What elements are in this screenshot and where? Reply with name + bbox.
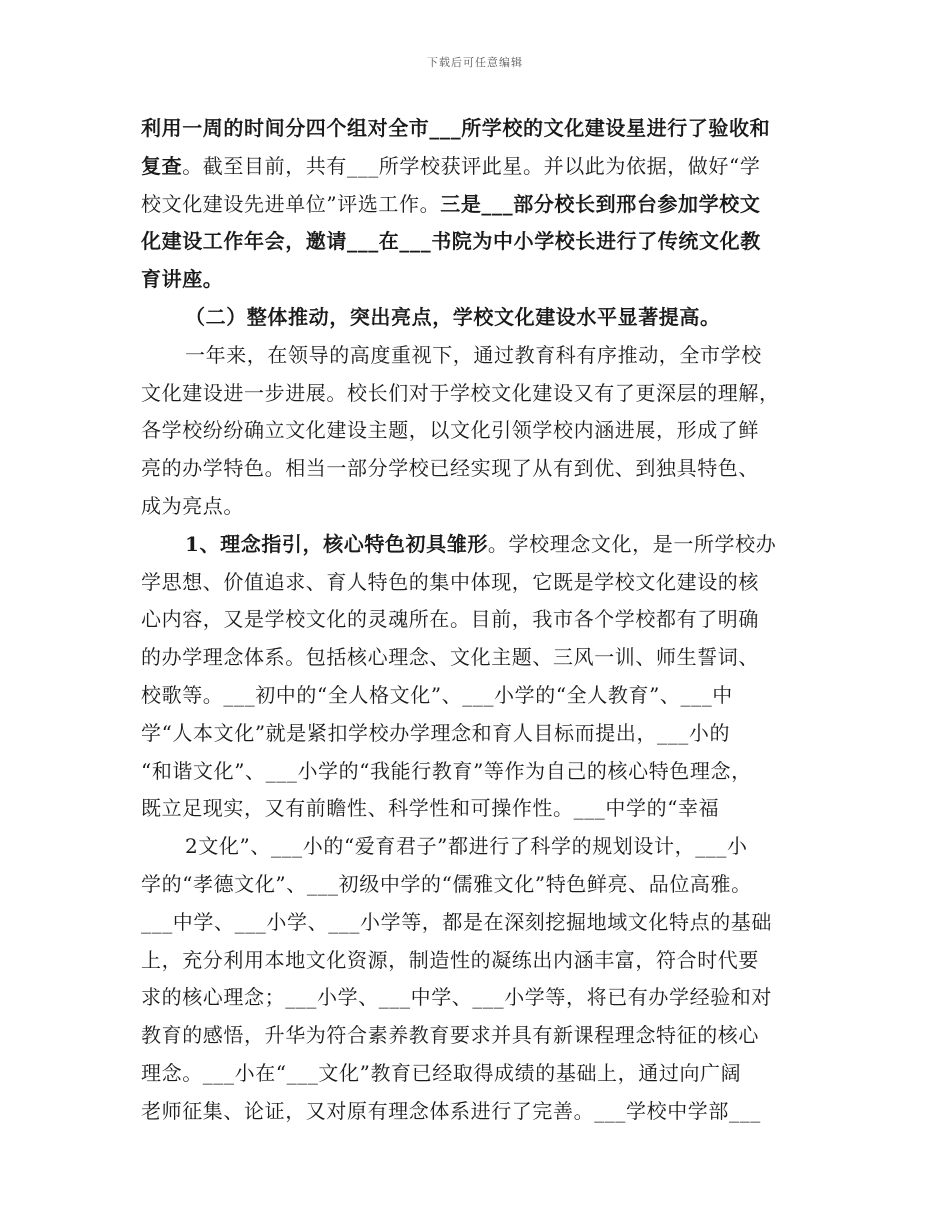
- text-line: [141, 564, 831, 602]
- text-segment: 学“人本文化”就是紧扣学校办学理念和育人目标而提出，___小的: [141, 720, 731, 745]
- page-header: 下载后可任意编辑: [427, 56, 523, 69]
- text-segment: 。截至目前，共有___所学校获评此星。并以此为依据，做好“学: [182, 153, 761, 178]
- text-line: [141, 375, 831, 413]
- text-segment: 2文化”、___小的“爱育君子”都进行了科学的规划设计，___小: [185, 834, 748, 859]
- text-segment: 文化建设进一步进展。校长们对于学校文化建设又有了更深层的理解，: [141, 380, 780, 405]
- text-line: [141, 337, 831, 375]
- text-segment: 上，充分利用本地文化资源，制造性的凝练出内涵丰富，符合时代要: [141, 947, 759, 972]
- text-line: [141, 753, 831, 791]
- bold-text-segment: 1、理念指引，核心特色初具雏形: [185, 531, 488, 556]
- text-segment: 的办学理念体系。包括核心理念、文化主题、三风一训、师生誓词、: [141, 645, 759, 670]
- text-line: [141, 526, 831, 564]
- text-segment: “和谐文化”、___小学的“我能行教育”等作为自己的核心特色理念，: [141, 758, 752, 783]
- text-segment: 亮的办学特色。相当一部分学校已经实现了从有到优、到独具特色、: [141, 456, 759, 481]
- text-line: [141, 601, 831, 639]
- text-segment: 一年来，在领导的高度重视下，通过教育科有序推动，全市学校: [185, 342, 762, 367]
- text-line: [141, 677, 831, 715]
- text-segment: 求的核心理念；___小学、___中学、___小学等，将已有办学经验和对: [141, 985, 772, 1010]
- bold-text-segment: （二）整体推动，突出亮点，学校文化建设水平显著提高。: [185, 304, 721, 329]
- text-segment: 老师征集、论证，又对原有理念体系进行了完善。___学校中学部___: [141, 1098, 761, 1123]
- text-segment: 校文化建设先进单位”评选工作。: [141, 191, 441, 216]
- text-line: [141, 110, 831, 148]
- text-line: [141, 186, 831, 224]
- text-segment: 成为亮点。: [141, 493, 244, 518]
- text-segment: ___中学、___小学、___小学等，都是在深刻挖掘地域文化特点的基础: [141, 909, 772, 934]
- text-line: [141, 299, 831, 337]
- text-line: [141, 828, 831, 866]
- text-segment: 。学校理念文化，是一所学校办: [487, 531, 777, 556]
- text-line: [141, 450, 831, 488]
- text-line: [141, 979, 831, 1017]
- text-line: [141, 148, 831, 186]
- text-line: [141, 904, 831, 942]
- text-segment: 学思想、价值追求、育人特色的集中体现，它既是学校文化建设的核: [141, 569, 759, 594]
- bold-text-segment: 复查: [141, 153, 183, 178]
- bold-text-segment: 育讲座。: [141, 267, 224, 292]
- text-segment: 既立足现实，又有前瞻性、科学性和可操作性。___中学的“幸福: [141, 796, 720, 821]
- text-line: [141, 412, 831, 450]
- text-line: [141, 639, 831, 677]
- text-segment: 理念。___小在“___文化”教育已经取得成绩的基础上，通过向广阔: [141, 1060, 742, 1085]
- text-line: [141, 488, 831, 526]
- text-segment: 心内容，又是学校文化的灵魂所在。目前，我市各个学校都有了明确: [141, 607, 759, 632]
- text-segment: 各学校纷纷确立文化建设主题，以文化引领学校内涵进展，形成了鲜: [141, 418, 759, 443]
- text-segment: 教育的感悟，升华为符合素养教育要求并具有新课程理念特征的核心: [141, 1023, 759, 1048]
- text-line: [141, 1017, 831, 1055]
- text-line: [141, 1055, 831, 1093]
- text-line: [141, 866, 831, 904]
- text-line: [141, 942, 831, 980]
- text-line: [141, 261, 831, 299]
- text-segment: 校歌等。___初中的“全人格文化”、___小学的“全人教育”、___中: [141, 682, 733, 707]
- text-line: [141, 1093, 831, 1131]
- bold-text-segment: 三是___部分校长到邢台参加学校文: [440, 191, 761, 216]
- document-body: [141, 110, 831, 1131]
- bold-text-segment: 化建设工作年会，邀请___在___书院为中小学校长进行了传统文化教: [141, 229, 761, 254]
- bold-text-segment: 利用一周的时间分四个组对全市___所学校的文化建设星进行了验收和: [141, 116, 771, 140]
- text-line: [141, 715, 831, 753]
- text-segment: 学的“孝德文化”、___初级中学的“儒雅文化”特色鲜亮、品位高雅。: [141, 871, 752, 896]
- text-line: [141, 790, 831, 828]
- text-line: [141, 223, 831, 261]
